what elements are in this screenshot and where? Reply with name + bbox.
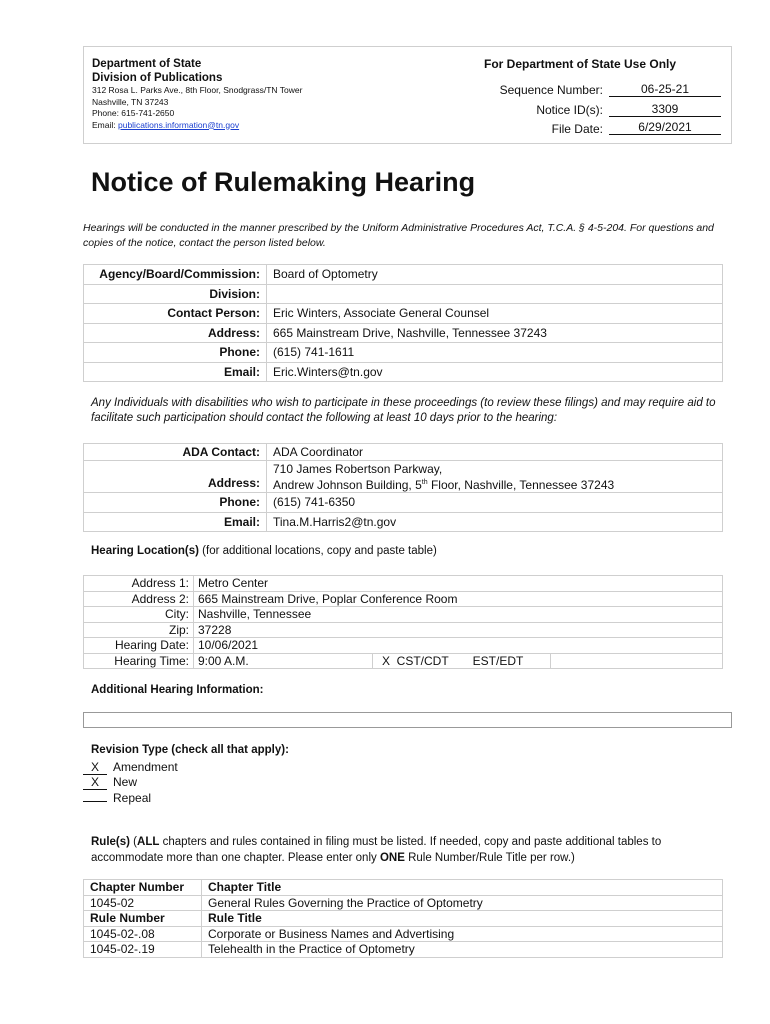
revision-mark: X bbox=[83, 761, 107, 775]
timezone-blank bbox=[551, 653, 723, 669]
agency-table bbox=[83, 264, 723, 382]
rules-note-t1: ( bbox=[129, 836, 138, 848]
email-label: Email: bbox=[84, 362, 267, 382]
ada-address-line1: 710 James Robertson Parkway, bbox=[273, 461, 443, 476]
rule-number-header: Rule Number bbox=[84, 911, 202, 927]
city-label: City: bbox=[84, 607, 194, 623]
ada-address-line2 bbox=[273, 476, 716, 492]
ada-email-value: Tina.M.Harris2@tn.gov bbox=[267, 512, 723, 532]
hearing-date-value: 10/06/2021 bbox=[194, 638, 723, 654]
hearing-time-value: 9:00 A.M. bbox=[194, 653, 373, 669]
ada-table bbox=[83, 443, 723, 532]
table-row bbox=[84, 638, 723, 654]
table-row bbox=[84, 265, 723, 285]
table-row bbox=[84, 576, 723, 592]
additional-info-heading: Additional Hearing Information: bbox=[91, 684, 264, 696]
agency-value: Board of Optometry bbox=[267, 265, 723, 285]
ada-contact-label: ADA Contact: bbox=[84, 444, 267, 461]
department-phone: Phone: 615-741-2650 bbox=[92, 108, 175, 118]
table-row bbox=[84, 444, 723, 461]
ada-email-label: Email: bbox=[84, 512, 267, 532]
rule-title-value: Telehealth in the Practice of Optometry bbox=[202, 942, 723, 958]
page-title: Notice of Rulemaking Hearing bbox=[91, 167, 476, 197]
timezone-options bbox=[373, 653, 551, 669]
table-row bbox=[84, 607, 723, 623]
revision-item-repeal bbox=[83, 791, 151, 805]
rules-note-b3: ONE bbox=[379, 851, 405, 864]
revision-type-heading: Revision Type (check all that apply): bbox=[91, 744, 289, 756]
ada-note: Any Individuals with disabilities who wish to participate in these proceedings (to review these filings) and may require aid to facilitate such participation should contact the following at least 10 days prior to the hearing: bbox=[91, 397, 716, 424]
file-date-label: File Date: bbox=[551, 122, 603, 136]
department-email-link[interactable]: publications.information@tn.gov bbox=[117, 119, 240, 130]
revision-item-amendment bbox=[83, 760, 178, 775]
contact-person-value: Eric Winters, Associate General Counsel bbox=[267, 304, 723, 324]
ada-address-value bbox=[267, 461, 723, 493]
department-info bbox=[92, 57, 302, 131]
table-row bbox=[84, 942, 723, 958]
hearing-date-label: Hearing Date: bbox=[84, 638, 194, 654]
additional-info-box bbox=[83, 712, 732, 728]
file-date-value: 6/29/2021 bbox=[609, 120, 721, 135]
table-row bbox=[84, 622, 723, 638]
department-email-label: Email: bbox=[92, 119, 118, 130]
zip-value: 37228 bbox=[194, 622, 723, 638]
address2-value: 665 Mainstream Drive, Poplar Conference Room bbox=[194, 591, 723, 607]
hearing-location-heading-rest: (for additional locations, copy and paste table) bbox=[198, 545, 437, 557]
table-row bbox=[84, 493, 723, 513]
department-address-line1: 312 Rosa L. Parks Ave., 8th Floor, Snodgrass/TN Tower bbox=[92, 85, 303, 95]
state-header-box bbox=[83, 46, 732, 144]
table-row bbox=[84, 304, 723, 324]
address1-value: Metro Center bbox=[194, 576, 723, 592]
revision-label: New bbox=[113, 775, 138, 789]
table-row bbox=[84, 591, 723, 607]
timezone-est: EST/EDT bbox=[472, 653, 524, 668]
notice-id-value: 3309 bbox=[609, 102, 721, 117]
phone-label: Phone: bbox=[84, 343, 267, 363]
table-row bbox=[84, 512, 723, 532]
zip-label: Zip: bbox=[84, 622, 194, 638]
revision-mark: X bbox=[83, 776, 107, 790]
table-row bbox=[84, 880, 723, 896]
sequence-number-label: Sequence Number: bbox=[499, 83, 603, 97]
hearing-location-heading-bold: Hearing Location(s) bbox=[91, 545, 199, 557]
notice-id-label: Notice ID(s): bbox=[536, 103, 603, 117]
ada-contact-value: ADA Coordinator bbox=[267, 444, 723, 461]
city-value: Nashville, Tennessee bbox=[194, 607, 723, 623]
chapter-title-header: Chapter Title bbox=[202, 880, 723, 896]
ada-address-label: Address: bbox=[84, 461, 267, 493]
revision-label: Amendment bbox=[113, 760, 178, 774]
ada-address-line2-sup: th bbox=[421, 478, 428, 486]
ada-phone-value: (615) 741-6350 bbox=[267, 493, 723, 513]
address-label: Address: bbox=[84, 323, 267, 343]
ada-address-line2-pre: Andrew Johnson Building, 5 bbox=[273, 477, 422, 492]
hearing-location-table bbox=[83, 575, 723, 669]
agency-label: Agency/Board/Commission: bbox=[84, 265, 267, 285]
sequence-number-value: 06-25-21 bbox=[609, 82, 721, 97]
division-label: Division: bbox=[84, 284, 267, 304]
table-row bbox=[84, 895, 723, 911]
table-row bbox=[84, 323, 723, 343]
rules-table bbox=[83, 879, 723, 958]
table-row bbox=[84, 343, 723, 363]
table-row bbox=[84, 926, 723, 942]
department-address-line2: Nashville, TN 37243 bbox=[92, 96, 169, 107]
rule-title-value: Corporate or Business Names and Advertising bbox=[202, 926, 723, 942]
table-row bbox=[84, 362, 723, 382]
revision-mark bbox=[83, 801, 107, 802]
department-name: Department of State bbox=[92, 58, 202, 70]
table-row bbox=[84, 284, 723, 304]
address2-label: Address 2: bbox=[84, 591, 194, 607]
timezone-cst: X CST/CDT bbox=[382, 653, 449, 668]
rules-note-b1: Rule(s) bbox=[91, 836, 130, 848]
table-row bbox=[84, 653, 723, 669]
department-email-line bbox=[92, 120, 302, 132]
email-value: Eric.Winters@tn.gov bbox=[267, 362, 723, 382]
rules-note-b2: ALL bbox=[137, 836, 160, 848]
chapter-title-value: General Rules Governing the Practice of Optometry bbox=[202, 895, 723, 911]
rules-note bbox=[91, 835, 731, 866]
ada-phone-label: Phone: bbox=[84, 493, 267, 513]
division-value bbox=[267, 284, 723, 304]
chapter-number-header: Chapter Number bbox=[84, 880, 202, 896]
hearing-time-label: Hearing Time: bbox=[84, 653, 194, 669]
address-value: 665 Mainstream Drive, Nashville, Tennessee 37243 bbox=[267, 323, 723, 343]
chapter-number-value: 1045-02 bbox=[84, 895, 202, 911]
rule-number-value: 1045-02-.08 bbox=[84, 926, 202, 942]
hearing-location-heading bbox=[91, 545, 437, 557]
division-name: Division of Publications bbox=[92, 72, 223, 84]
revision-label: Repeal bbox=[113, 791, 152, 805]
revision-item-new bbox=[83, 775, 137, 790]
rules-note-t2: chapters and rules contained in filing must be listed. If needed, copy and paste additional tables to accommodate more than one chapter. Please enter only bbox=[91, 836, 662, 864]
rules-note-t3: Rule Number/Rule Title per row.) bbox=[404, 851, 575, 864]
table-row bbox=[84, 911, 723, 927]
rule-title-header: Rule Title bbox=[202, 911, 723, 927]
ada-address-line2-post: Floor, Nashville, Tennessee 37243 bbox=[427, 477, 615, 492]
rule-number-value: 1045-02-.19 bbox=[84, 942, 202, 958]
state-use-only-heading: For Department of State Use Only bbox=[484, 57, 677, 71]
table-row bbox=[84, 461, 723, 493]
address1-label: Address 1: bbox=[84, 576, 194, 592]
contact-person-label: Contact Person: bbox=[84, 304, 267, 324]
intro-text: Hearings will be conducted in the manner prescribed by the Uniform Administrative Procedures Act, T.C.A. § 4-5-204. For questions and copies of the notice, contact the person listed below. bbox=[83, 222, 714, 249]
phone-value: (615) 741-1611 bbox=[267, 343, 723, 363]
